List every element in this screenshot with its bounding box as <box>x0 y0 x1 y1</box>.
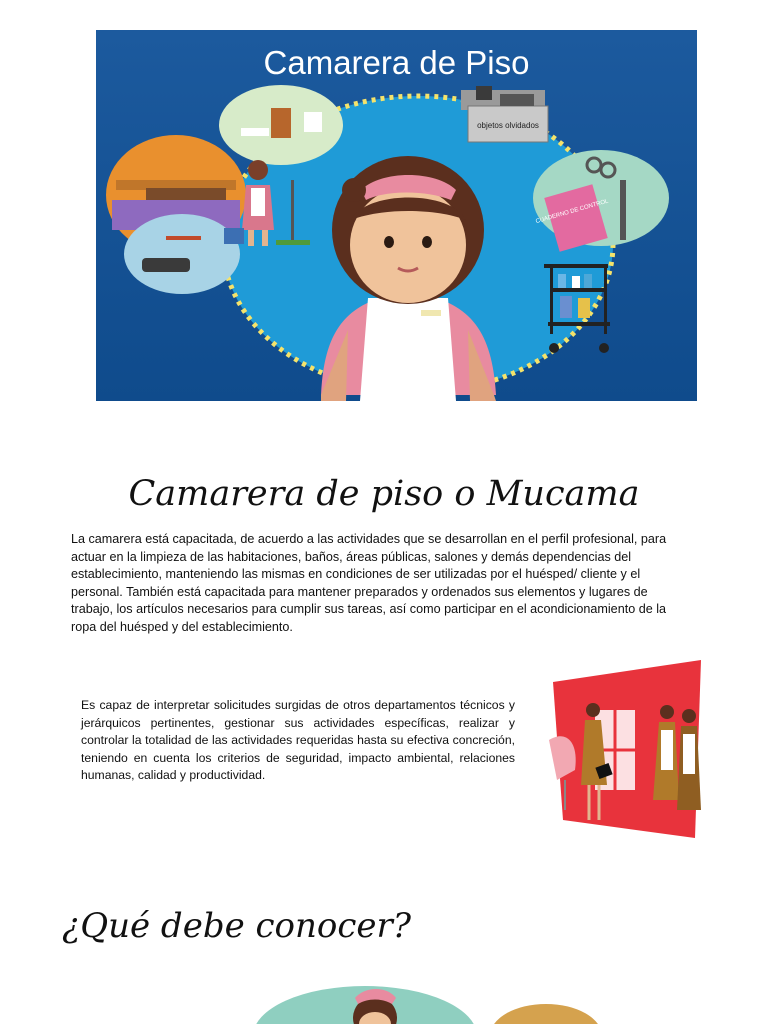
hero-title: Camarera de Piso <box>263 44 530 81</box>
section-heading-mucama: Camarera de piso o Mucama <box>128 474 640 514</box>
maids-illustration <box>545 660 705 840</box>
hero-illustration <box>96 30 697 401</box>
section-heading-que-debe-conocer: ¿Qué debe conocer? <box>62 906 412 946</box>
box-label: objetos olvidados <box>477 121 539 130</box>
hero-infographic <box>96 30 697 401</box>
capabilities-paragraph: Es capaz de interpretar solicitudes surgidas de otros departamentos técnicos y jerárquicos pertinentes, gestionar sus actividades específicas, realizar y controlar la totalidad de las actividades requeridas hasta su efectiva concreción, teniendo en cuenta los criterios de seguridad, impacto ambiental, relaciones humanas, calidad y productividad. <box>81 698 515 782</box>
svg-text:CUADERNO DE CONTROL: CUADERNO DE CONTROL <box>535 198 610 226</box>
gold-bubble <box>490 1004 602 1024</box>
lost-objects-box <box>461 86 548 142</box>
intro-paragraph: La camarera está capacitada, de acuerdo a las actividades que se desarrollan en el perfil profesional, para actuar en la limpieza de las habitaciones, baños, áreas públicas, salones y demás dependencias del establecimiento, manteniendo las mismas en condiciones de ser utilizadas por el huésped/ cliente y el personal. También está capacitada para mantener preparados y ordenados sus elementos y lugares de trabajo, los artículos necesarios para cumplir sus tareas, así como participar en el acondicionamiento de la ropa del huésped y del establecimiento. <box>71 532 667 634</box>
living-bubble <box>124 214 240 294</box>
bottom-illustrations <box>0 978 768 1024</box>
